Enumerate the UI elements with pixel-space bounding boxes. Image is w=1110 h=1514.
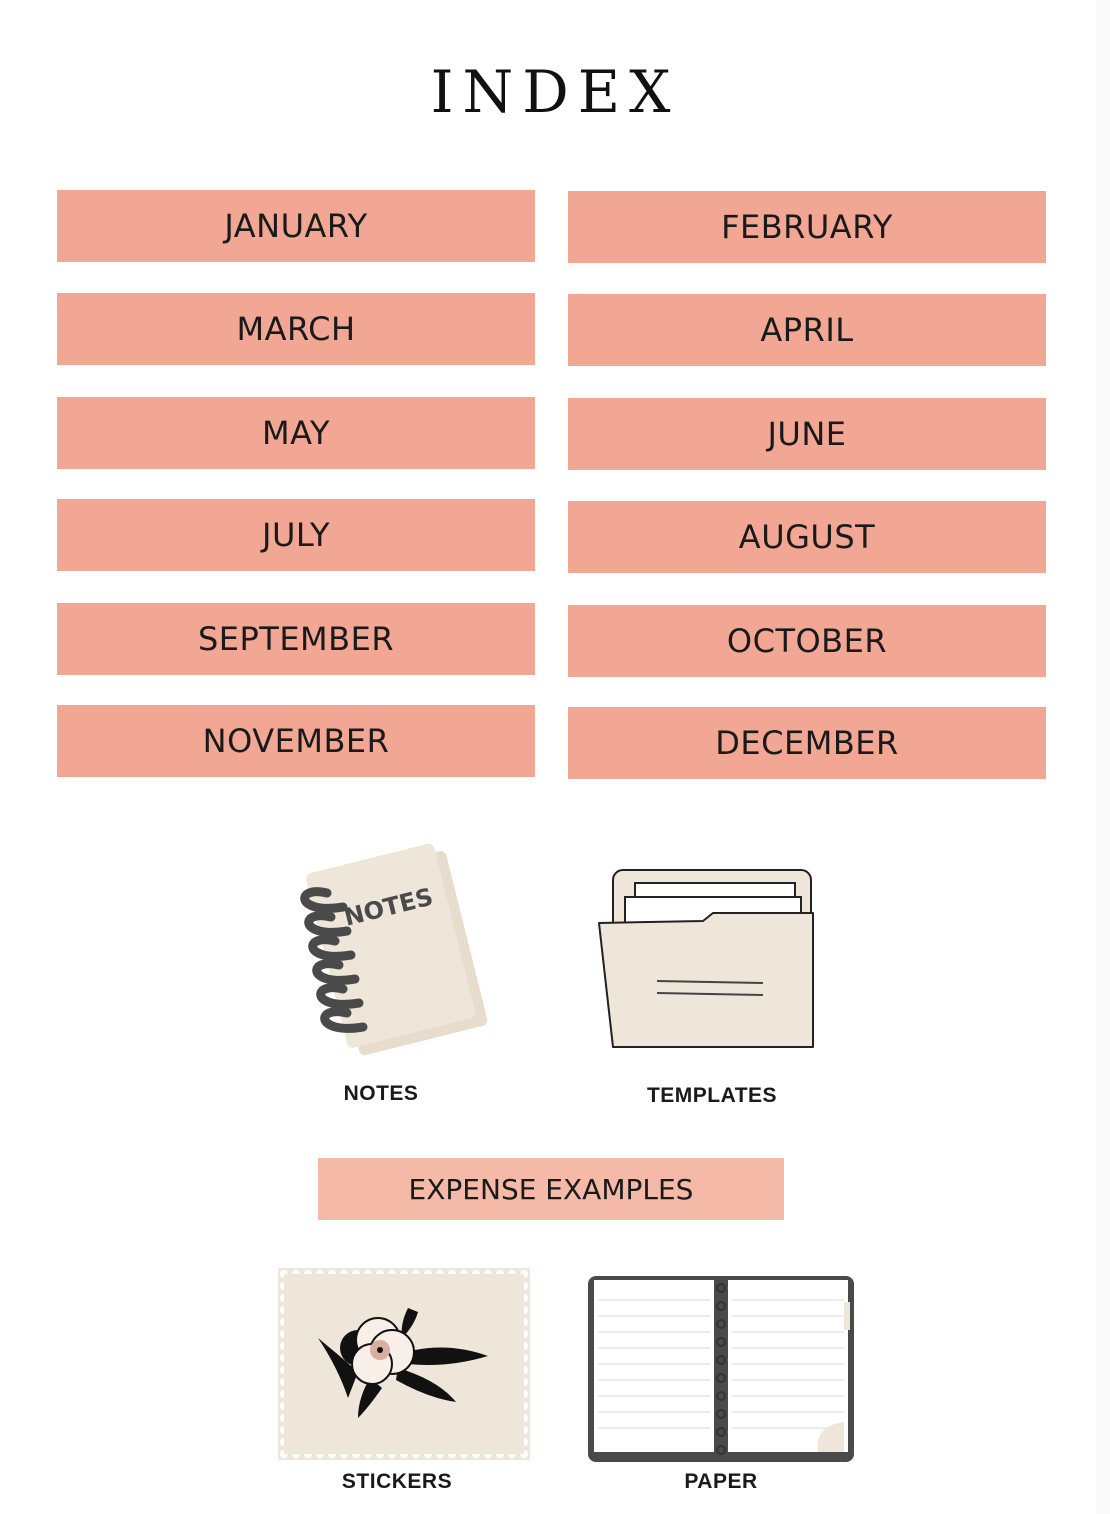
month-button-april[interactable]: APRIL	[568, 294, 1046, 366]
month-button-july[interactable]: JULY	[57, 499, 535, 571]
month-button-september[interactable]: SEPTEMBER	[57, 603, 535, 675]
month-button-october[interactable]: OCTOBER	[568, 605, 1046, 677]
month-button-june[interactable]: JUNE	[568, 398, 1046, 470]
notebook-icon[interactable]	[285, 835, 495, 1065]
month-button-august[interactable]: AUGUST	[568, 501, 1046, 573]
notes-label[interactable]: NOTES	[343, 1082, 419, 1105]
month-button-may[interactable]: MAY	[57, 397, 535, 469]
open-notebook-icon[interactable]	[588, 1276, 856, 1464]
expense-examples-button[interactable]: EXPENSE EXAMPLES	[318, 1158, 784, 1220]
page-edge	[1096, 0, 1110, 1514]
month-button-november[interactable]: NOVEMBER	[57, 705, 535, 777]
paper-label[interactable]: PAPER	[684, 1470, 758, 1493]
notebook-cover-text: NOTES	[341, 882, 436, 932]
month-button-february[interactable]: FEBRUARY	[568, 191, 1046, 263]
stickers-label[interactable]: STICKERS	[341, 1470, 453, 1493]
month-button-march[interactable]: MARCH	[57, 293, 535, 365]
month-button-december[interactable]: DECEMBER	[568, 707, 1046, 779]
flower-stamp-icon[interactable]	[278, 1268, 530, 1460]
page-title: INDEX	[430, 58, 680, 126]
templates-label[interactable]: TEMPLATES	[646, 1084, 778, 1107]
folder-icon[interactable]	[595, 865, 820, 1055]
month-button-january[interactable]: JANUARY	[57, 190, 535, 262]
